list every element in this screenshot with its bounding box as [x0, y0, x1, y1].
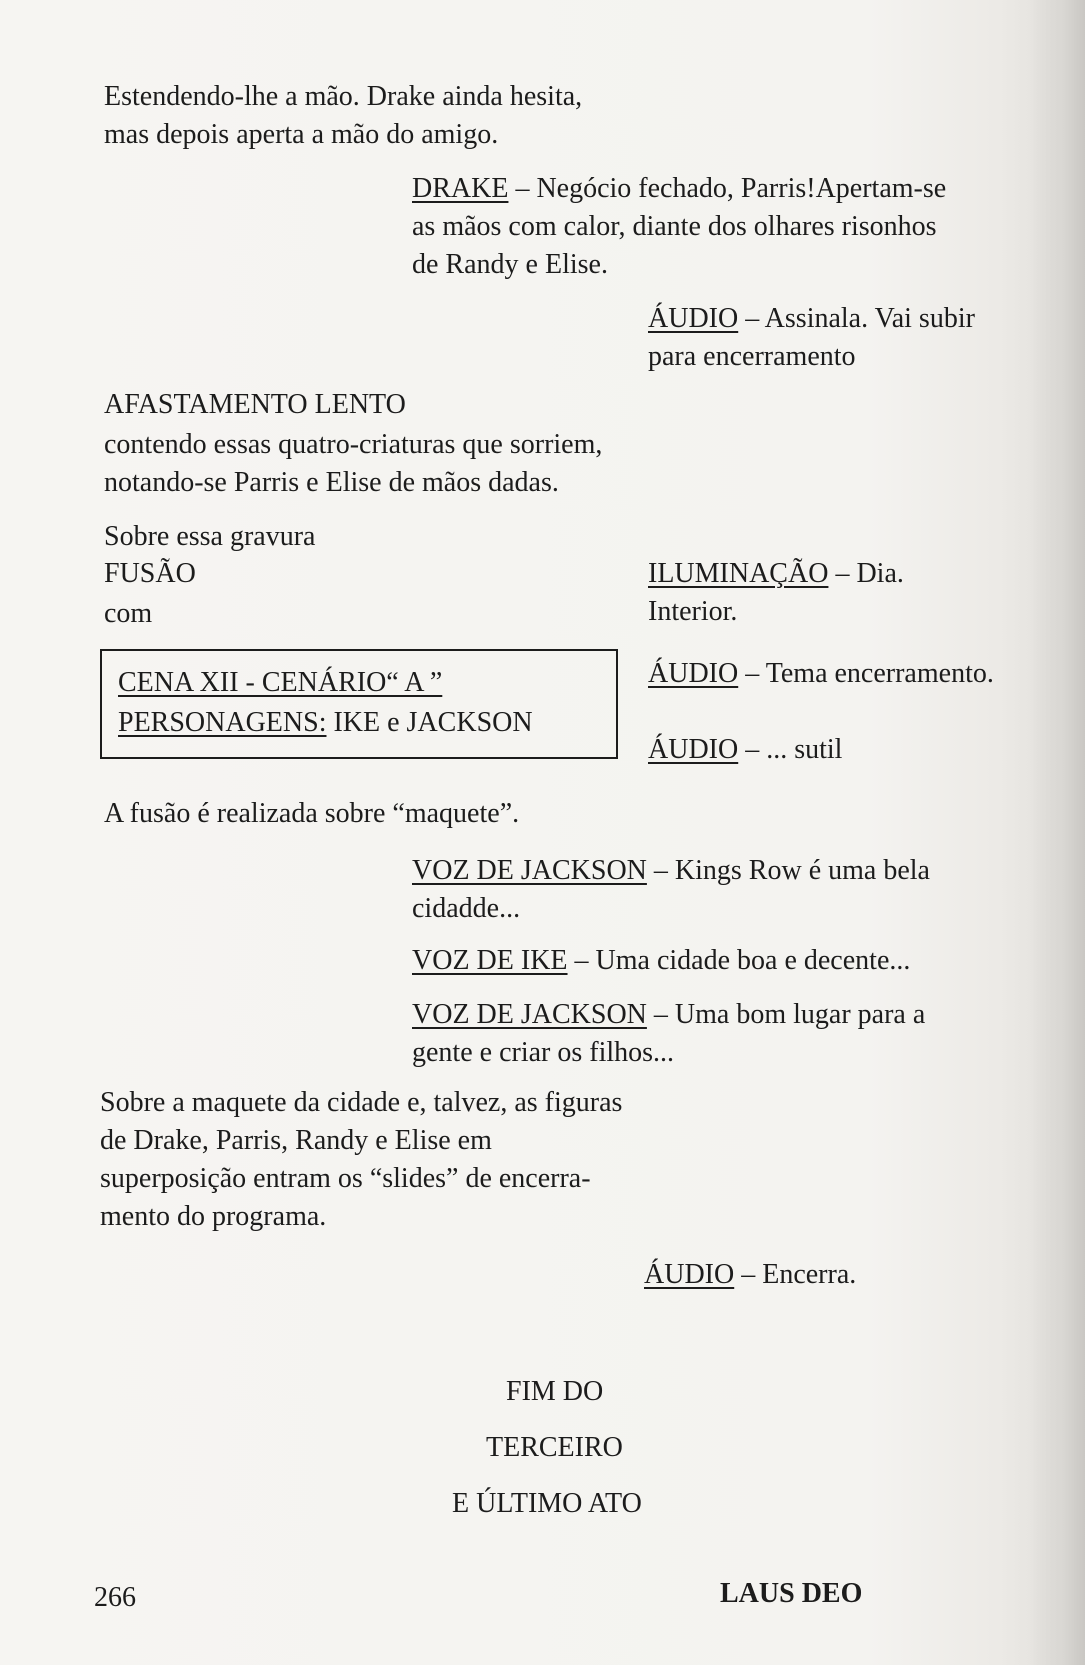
audio-3-line [648, 731, 842, 769]
intro-line-1: Estendendo-lhe a mão. Drake ainda hesita, [104, 81, 583, 112]
voz-ike-text: – Uma cidade boa e decente... [567, 945, 911, 976]
fusao-maquete: A fusão é realizada sobre “maquete”. [104, 798, 520, 829]
audio-2-text: – Tema encerramento. [738, 658, 994, 689]
com-label: com [104, 598, 153, 629]
intro-line-2: mas depois aperta a mão do amigo. [104, 119, 499, 150]
scene-personagens [118, 704, 533, 742]
page-spine-shadow [1030, 0, 1085, 1665]
sobre-gravura: Sobre essa gravura [104, 521, 316, 552]
voz-jackson-2-text: – Uma bom lugar para a [646, 999, 926, 1030]
scene-title-text: CENA XII - CENÁRIO“ A ” [118, 667, 443, 698]
voz-jackson-1-label: VOZ DE JACKSON [412, 855, 647, 886]
audio-4-label: ÁUDIO [644, 1259, 735, 1290]
maquete-line-1: Sobre a maquete da cidade e, talvez, as figuras [100, 1087, 623, 1118]
voz-ike-label: VOZ DE IKE [412, 945, 568, 976]
iluminacao-label: ILUMINAÇÃO [648, 558, 829, 589]
audio-3-text: – ... sutil [738, 734, 843, 765]
audio-1-text: – Assinala. Vai subir [738, 303, 975, 334]
maquete-line-4: mento do programa. [100, 1201, 327, 1232]
fim-line-2: TERCEIRO [486, 1432, 623, 1463]
audio-3-label: ÁUDIO [648, 734, 739, 765]
audio-4-line [644, 1256, 856, 1294]
voz-jackson-1-line-1 [412, 852, 930, 890]
audio-1-label: ÁUDIO [648, 303, 739, 334]
voz-jackson-1-line-2: cidadde... [412, 893, 521, 924]
maquete-line-3: superposição entram os “slides” de encerra- [100, 1163, 591, 1194]
audio-1-line-2: para encerramento [648, 341, 856, 372]
voz-jackson-2-line-1 [412, 996, 925, 1034]
drake-speaker: DRAKE [412, 173, 509, 204]
voz-jackson-1-text: – Kings Row é uma bela [646, 855, 930, 886]
afastamento-title: AFASTAMENTO LENTO [104, 389, 406, 420]
scene-title [118, 664, 442, 702]
maquete-line-2: de Drake, Parris, Randy e Elise em [100, 1125, 492, 1156]
fusao-label: FUSÃO [104, 558, 196, 589]
audio-4-text: – Encerra. [734, 1259, 857, 1290]
iluminacao-line-2: Interior. [648, 596, 738, 627]
personagens-label: PERSONAGENS: [118, 707, 327, 738]
voz-ike-line [412, 942, 910, 980]
afastamento-line-1: contendo essas quatro-criaturas que sorriem, [104, 429, 603, 460]
drake-line-2: as mãos com calor, diante dos olhares risonhos [412, 211, 937, 242]
audio-2-label: ÁUDIO [648, 658, 739, 689]
drake-line-3: de Randy e Elise. [412, 249, 608, 280]
drake-text: – Negócio fechado, Parris!Apertam-se [508, 173, 947, 204]
iluminacao-line-1 [648, 555, 904, 593]
fim-line-3: E ÚLTIMO ATO [452, 1488, 642, 1519]
audio-1-line-1 [648, 300, 975, 338]
audio-2-line [648, 655, 994, 693]
fim-line-1: FIM DO [506, 1376, 604, 1407]
page-number: 266 [94, 1582, 136, 1613]
afastamento-line-2: notando-se Parris e Elise de mãos dadas. [104, 467, 559, 498]
iluminacao-text: – Dia. [828, 558, 904, 589]
laus-deo: LAUS DEO [720, 1578, 863, 1609]
drake-line-1 [412, 170, 946, 208]
personagens-names: IKE e JACKSON [326, 707, 533, 738]
voz-jackson-2-line-2: gente e criar os filhos... [412, 1037, 675, 1068]
voz-jackson-2-label: VOZ DE JACKSON [412, 999, 647, 1030]
